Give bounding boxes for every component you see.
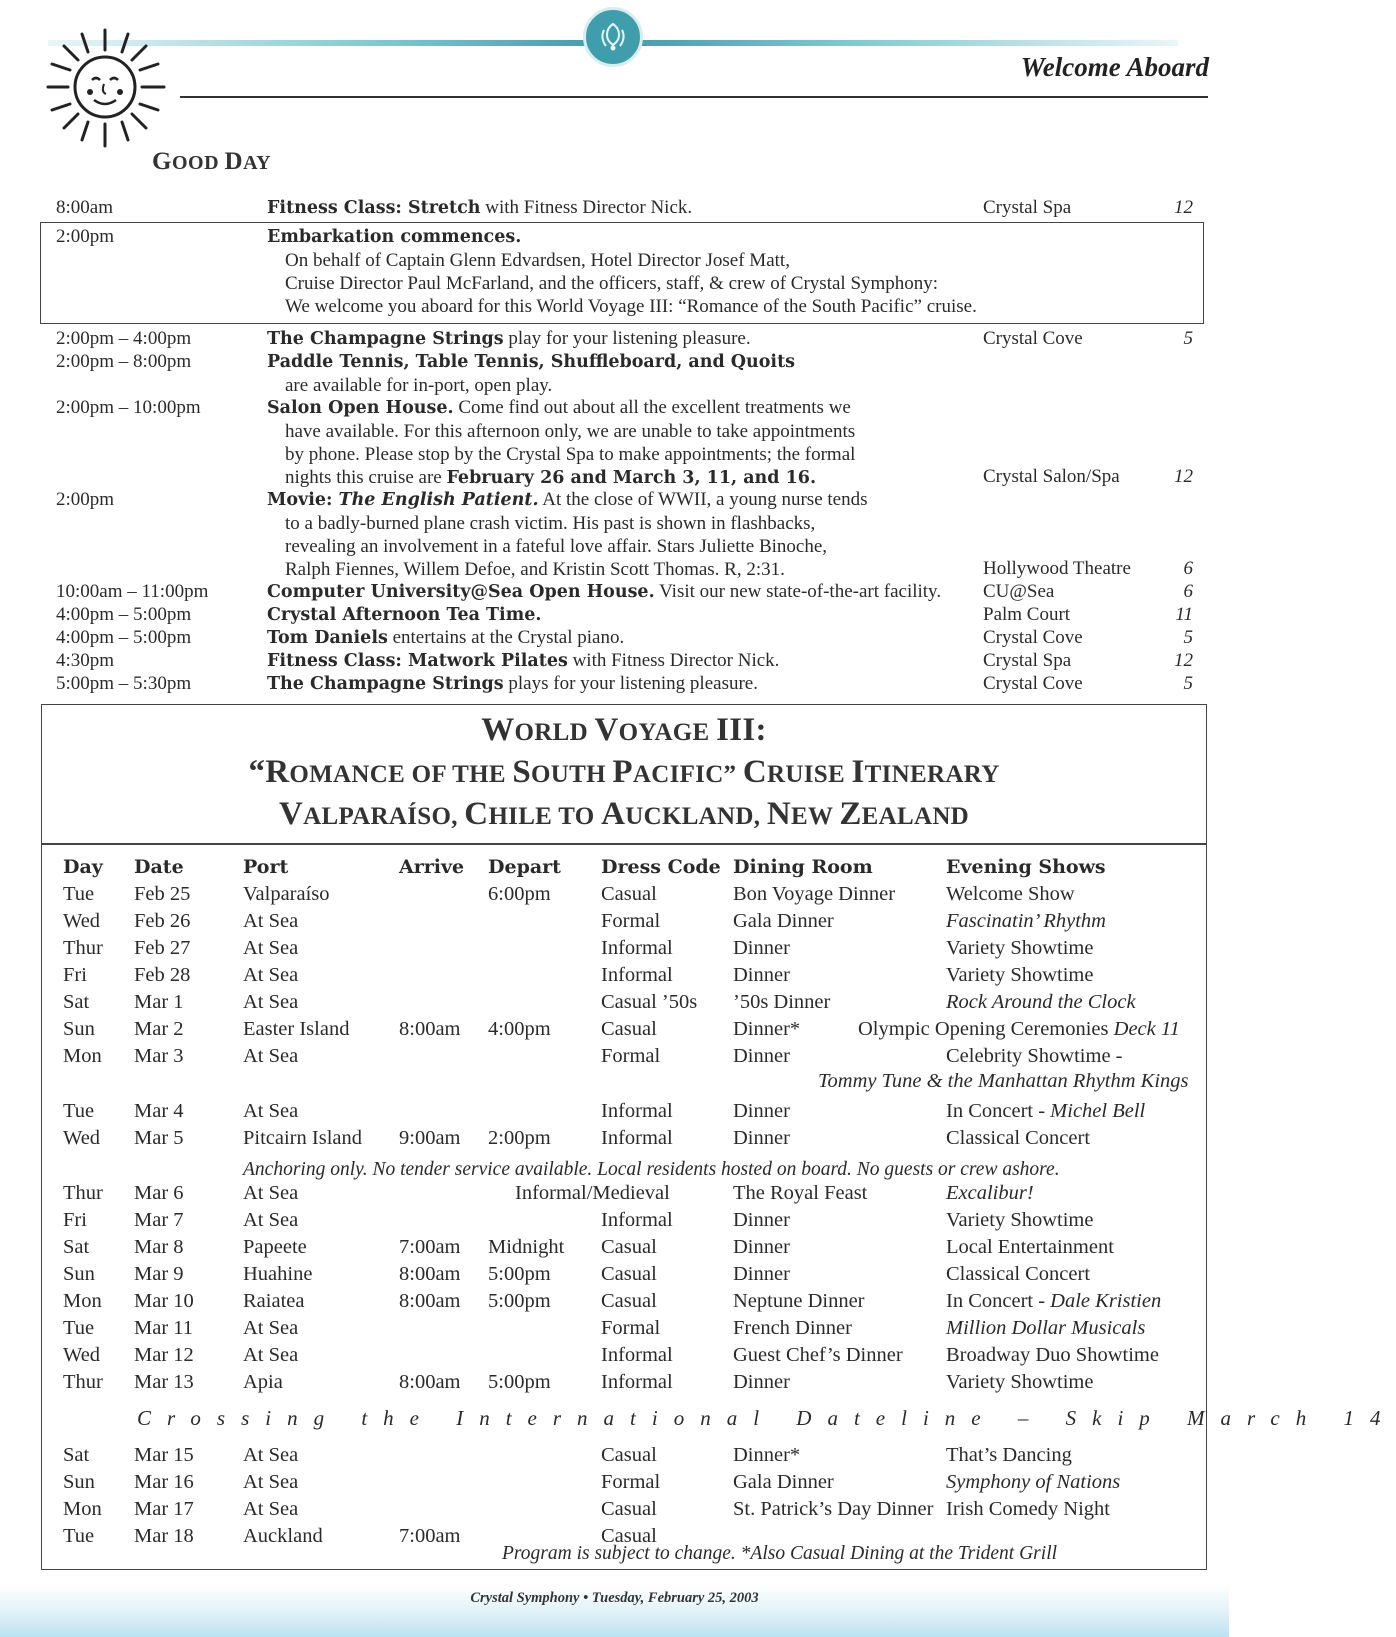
cell-date: Mar 7 bbox=[134, 1209, 184, 1231]
cell-port: At Sea bbox=[243, 1344, 299, 1366]
col-header-depart: Depart bbox=[488, 856, 561, 878]
cell-dress-code: Informal bbox=[601, 1127, 673, 1149]
cell-depart: 5:00pm bbox=[488, 1263, 551, 1285]
sun-icon bbox=[40, 22, 170, 152]
event-description: Embarkation commences. On behalf of Captain Glenn Edvardsen, Hotel Director Josef Matt, Cruise Director Paul McFarland, and the officers, staff, & crew of Crystal Symphony: We welcome you aboard for this World Voyage III: “Romance of the South Pacific” cruise. bbox=[267, 227, 977, 317]
event-location: Palm Court bbox=[983, 604, 1071, 625]
cell-evening-show: Broadway Duo Showtime bbox=[946, 1344, 1159, 1366]
cell-port: At Sea bbox=[243, 1100, 299, 1122]
cell-dress-code: Casual bbox=[601, 1263, 657, 1285]
cell-evening-show: Variety Showtime bbox=[946, 1371, 1094, 1393]
cell-arrive: 8:00am bbox=[399, 1263, 461, 1285]
cell-day: Sat bbox=[63, 1444, 90, 1466]
cell-day: Sat bbox=[63, 1236, 90, 1258]
cell-port: Raiatea bbox=[243, 1290, 305, 1312]
deck-number: 12 bbox=[1174, 650, 1193, 671]
cell-evening-show: Fascinatin’ Rhythm bbox=[946, 910, 1106, 932]
event-description: The Champagne Strings plays for your listening pleasure. bbox=[267, 673, 758, 694]
cell-evening-show: Rock Around the Clock bbox=[946, 991, 1136, 1013]
event-location: Crystal Cove bbox=[983, 627, 1083, 648]
cell-day: Thur bbox=[63, 1371, 103, 1393]
cell-arrive: 9:00am bbox=[399, 1127, 461, 1149]
footer-text: Crystal Symphony • Tuesday, February 25, 2003 bbox=[470, 1590, 759, 1606]
cell-port: Papeete bbox=[243, 1236, 307, 1258]
col-header-day: Day bbox=[63, 856, 103, 878]
cell-date: Mar 10 bbox=[134, 1290, 194, 1312]
event-description: Salon Open House. Come find out about all the excellent treatments we have available. For this afternoon only, we are unable to take appointments by phone. Please stop by the Crystal Spa to make appointments; the formal nights this cruise are February 26 and March 3, 11, and 16. bbox=[267, 397, 856, 488]
cell-dining-room: Neptune Dinner bbox=[733, 1290, 865, 1312]
cell-port: At Sea bbox=[243, 910, 299, 932]
cell-port: At Sea bbox=[243, 1317, 299, 1339]
cell-dress-code: Casual bbox=[601, 1444, 657, 1466]
cell-day: Tue bbox=[63, 883, 95, 905]
cell-day: Sun bbox=[63, 1263, 95, 1285]
event-time: 2:00pm bbox=[56, 489, 115, 510]
event-location: CU@Sea bbox=[983, 581, 1055, 602]
cell-date: Mar 18 bbox=[134, 1525, 194, 1547]
cell-evening-show: Variety Showtime bbox=[946, 964, 1094, 986]
event-time: 2:00pm – 4:00pm bbox=[56, 328, 192, 349]
event-time: 4:00pm – 5:00pm bbox=[56, 604, 192, 625]
cell-evening-show: Excalibur! bbox=[946, 1182, 1034, 1204]
cell-depart: 6:00pm bbox=[488, 883, 551, 905]
cell-dress-code: Casual bbox=[601, 1236, 657, 1258]
cell-dining-room: Dinner bbox=[733, 1371, 790, 1393]
itinerary-title-line-2: “ROMANCE OF THE SOUTH PACIFIC” CRUISE ITINERARY bbox=[248, 754, 1000, 790]
cell-day: Fri bbox=[63, 964, 87, 986]
event-location: Crystal Cove bbox=[983, 673, 1083, 694]
cell-dress-code: Formal bbox=[601, 910, 661, 932]
cell-depart: 4:00pm bbox=[488, 1018, 551, 1040]
cell-date: Mar 17 bbox=[134, 1498, 194, 1520]
cell-date: Feb 28 bbox=[134, 964, 191, 986]
cell-date: Mar 4 bbox=[134, 1100, 184, 1122]
event-location: Crystal Cove bbox=[983, 328, 1083, 349]
page-title: Welcome Aboard bbox=[1020, 52, 1209, 82]
cell-arrive: 8:00am bbox=[399, 1018, 461, 1040]
event-description: The Champagne Strings play for your listening pleasure. bbox=[267, 328, 751, 349]
event-time: 4:30pm bbox=[56, 650, 115, 671]
cell-evening-show: Variety Showtime bbox=[946, 1209, 1094, 1231]
cell-port: Easter Island bbox=[243, 1018, 350, 1040]
cell-date: Mar 5 bbox=[134, 1127, 184, 1149]
cell-evening-show: Celebrity Showtime - bbox=[946, 1045, 1123, 1067]
cell-date: Mar 1 bbox=[134, 991, 184, 1013]
cell-date: Feb 27 bbox=[134, 937, 191, 959]
cell-dining-room: French Dinner bbox=[733, 1317, 852, 1339]
cell-day: Mon bbox=[63, 1045, 102, 1067]
cell-date: Feb 26 bbox=[134, 910, 191, 932]
event-location: Hollywood Theatre bbox=[983, 558, 1131, 579]
section-heading-good-day: GOOD DAY bbox=[152, 148, 272, 175]
show-title: In Concert - bbox=[946, 1290, 1051, 1312]
cell-day: Wed bbox=[63, 910, 101, 932]
cell-dining-room: Dinner* bbox=[733, 1444, 801, 1466]
cell-port: Auckland bbox=[243, 1525, 323, 1547]
show-title: Olympic Opening Ceremonies bbox=[858, 1018, 1114, 1040]
pitcairn-note: Anchoring only. No tender service available. Local residents hosted on board. No guests or crew ashore. bbox=[243, 1159, 1060, 1180]
cell-dress-code: Casual bbox=[601, 883, 657, 905]
cell-day: Fri bbox=[63, 1209, 87, 1231]
cell-dining-room: Dinner bbox=[733, 937, 790, 959]
cell-port: Valparaíso bbox=[243, 883, 330, 905]
cell-dining-room: Dinner bbox=[733, 1127, 790, 1149]
event-location: Crystal Spa bbox=[983, 197, 1072, 218]
cell-dining-room: Dinner bbox=[733, 1263, 790, 1285]
cell-dining-room: St. Patrick’s Day Dinner bbox=[733, 1498, 934, 1520]
cell-arrive: 7:00am bbox=[399, 1236, 461, 1258]
cell-dress-code: Formal bbox=[601, 1471, 661, 1493]
cell-port: At Sea bbox=[243, 991, 299, 1013]
cell-arrive: 8:00am bbox=[399, 1371, 461, 1393]
col-header-dress-code: Dress Code bbox=[601, 856, 721, 878]
cell-port: Pitcairn Island bbox=[243, 1127, 362, 1149]
cell-evening-show: Variety Showtime bbox=[946, 937, 1094, 959]
cell-dining-room: Gala Dinner bbox=[733, 910, 834, 932]
seahorse-medallion-logo bbox=[583, 7, 643, 67]
show-title: In Concert - bbox=[946, 1100, 1051, 1122]
cell-depart: 2:00pm bbox=[488, 1127, 551, 1149]
deck-number: 11 bbox=[1175, 604, 1193, 625]
cell-day: Sun bbox=[63, 1018, 95, 1040]
event-description: Computer University@Sea Open House. Visit our new state-of-the-art facility. bbox=[267, 581, 942, 602]
deck-number: 5 bbox=[1183, 673, 1193, 694]
col-header-port: Port bbox=[243, 856, 289, 878]
cell-dining-room: Bon Voyage Dinner bbox=[733, 883, 896, 905]
cell-evening-show: Classical Concert bbox=[946, 1127, 1091, 1149]
cell-port: At Sea bbox=[243, 964, 299, 986]
cell-evening-show bbox=[946, 1098, 1145, 1124]
cell-date: Mar 2 bbox=[134, 1018, 184, 1040]
cell-day: Sun bbox=[63, 1471, 95, 1493]
cell-day: Wed bbox=[63, 1344, 101, 1366]
event-description: Movie: The English Patient. At the close of WWII, a young nurse tends to a badly-burned plane crash victim. His past is shown in flashbacks, revealing an involvement in a fateful love affair. Stars Juliette Binoche, Ralph Fiennes, Willem Defoe, and Kristin Scott Thomas. R, 2:31. bbox=[267, 489, 868, 580]
cell-dining-room: Guest Chef’s Dinner bbox=[733, 1344, 903, 1366]
cell-day: Mon bbox=[63, 1290, 102, 1312]
itinerary-title-divider bbox=[41, 843, 1207, 845]
event-description: Fitness Class: Stretch with Fitness Director Nick. bbox=[267, 197, 693, 218]
event-time: 4:00pm – 5:00pm bbox=[56, 627, 192, 648]
cell-date: Mar 13 bbox=[134, 1371, 194, 1393]
cell-port: At Sea bbox=[243, 1045, 299, 1067]
cell-date: Mar 16 bbox=[134, 1471, 194, 1493]
deck-number: 5 bbox=[1183, 328, 1193, 349]
event-description: Crystal Afternoon Tea Time. bbox=[267, 605, 542, 625]
cell-evening-show: Million Dollar Musicals bbox=[946, 1317, 1146, 1339]
cell-arrive: 7:00am bbox=[399, 1525, 461, 1547]
dateline-note: Crossing the International Dateline – Skip March 14 bbox=[137, 1406, 1396, 1430]
event-location: Crystal Salon/Spa bbox=[983, 466, 1120, 487]
cell-dining-room: Dinner bbox=[733, 1045, 790, 1067]
cell-evening-show bbox=[858, 1016, 1180, 1042]
cell-dress-code: Informal/Medieval bbox=[515, 1182, 670, 1204]
header-underline bbox=[180, 96, 1208, 98]
cell-day: Tue bbox=[63, 1317, 95, 1339]
event-description: Fitness Class: Matwork Pilates with Fitness Director Nick. bbox=[267, 650, 780, 671]
event-time: 2:00pm bbox=[56, 226, 115, 247]
cell-arrive: 8:00am bbox=[399, 1290, 461, 1312]
cell-depart: 5:00pm bbox=[488, 1290, 551, 1312]
cell-dining-room: Dinner bbox=[733, 1100, 790, 1122]
cell-day: Tue bbox=[63, 1525, 95, 1547]
deck-number: 5 bbox=[1183, 627, 1193, 648]
cell-day: Mon bbox=[63, 1498, 102, 1520]
show-continuation: Tommy Tune & the Manhattan Rhythm Kings bbox=[818, 1070, 1189, 1092]
cell-date: Mar 3 bbox=[134, 1045, 184, 1067]
cell-dress-code: Informal bbox=[601, 937, 673, 959]
col-header-date: Date bbox=[134, 856, 184, 878]
cell-evening-show bbox=[946, 1288, 1161, 1314]
cell-depart: Midnight bbox=[488, 1236, 565, 1258]
cell-date: Mar 15 bbox=[134, 1444, 194, 1466]
cell-day: Sat bbox=[63, 991, 90, 1013]
cell-dining-room: ’50s Dinner bbox=[733, 991, 831, 1013]
itinerary-title-line-3: VALPARAÍSO, CHILE TO AUCKLAND, NEW ZEALAND bbox=[278, 796, 970, 832]
cell-evening-show: Classical Concert bbox=[946, 1263, 1091, 1285]
cell-dress-code: Formal bbox=[601, 1317, 661, 1339]
event-time: 8:00am bbox=[56, 197, 113, 218]
cell-date: Mar 9 bbox=[134, 1263, 184, 1285]
itinerary-title-line-1: WORLD VOYAGE III: bbox=[481, 712, 767, 748]
deck-number: 12 bbox=[1174, 197, 1193, 218]
cell-dining-room: Gala Dinner bbox=[733, 1471, 834, 1493]
deck-number: 6 bbox=[1183, 558, 1193, 579]
cell-dress-code: Casual bbox=[601, 1525, 657, 1547]
event-location: Crystal Spa bbox=[983, 650, 1072, 671]
cell-evening-show: Local Entertainment bbox=[946, 1236, 1114, 1258]
cell-dining-room: Dinner bbox=[733, 1209, 790, 1231]
cell-port: At Sea bbox=[243, 1209, 299, 1231]
cell-day: Thur bbox=[63, 937, 103, 959]
event-time: 10:00am – 11:00pm bbox=[56, 581, 209, 602]
show-performer: Michel Bell bbox=[1050, 1100, 1146, 1122]
cell-dress-code: Informal bbox=[601, 1209, 673, 1231]
deck-number: 6 bbox=[1183, 581, 1193, 602]
cell-evening-show: Symphony of Nations bbox=[946, 1471, 1121, 1493]
cell-dress-code: Casual ’50s bbox=[601, 991, 698, 1013]
cell-port: Huahine bbox=[243, 1263, 313, 1285]
event-description: Tom Daniels entertains at the Crystal piano. bbox=[267, 627, 625, 648]
cell-depart: 5:00pm bbox=[488, 1371, 551, 1393]
cell-dress-code: Casual bbox=[601, 1018, 657, 1040]
col-header-evening-shows: Evening Shows bbox=[946, 856, 1106, 878]
event-time: 2:00pm – 10:00pm bbox=[56, 397, 201, 418]
event-description: Paddle Tennis, Table Tennis, Shuffleboard, and Quoits are available for in-port, open play. bbox=[267, 352, 795, 396]
cell-dining-room: Dinner* bbox=[733, 1018, 801, 1040]
cell-port: At Sea bbox=[243, 1471, 299, 1493]
cell-dress-code: Formal bbox=[601, 1045, 661, 1067]
cell-evening-show: Welcome Show bbox=[946, 883, 1075, 905]
cell-dress-code: Informal bbox=[601, 1371, 673, 1393]
cell-date: Mar 11 bbox=[134, 1317, 194, 1339]
cell-dining-room: Dinner bbox=[733, 964, 790, 986]
cell-day: Wed bbox=[63, 1127, 101, 1149]
cell-port: Apia bbox=[243, 1371, 283, 1393]
cell-dress-code: Informal bbox=[601, 1100, 673, 1122]
cell-dining-room: The Royal Feast bbox=[733, 1182, 868, 1204]
cell-evening-show: Irish Comedy Night bbox=[946, 1498, 1110, 1520]
cell-dress-code: Casual bbox=[601, 1290, 657, 1312]
cell-dining-room: Dinner bbox=[733, 1236, 790, 1258]
cell-date: Mar 12 bbox=[134, 1344, 194, 1366]
cell-date: Mar 8 bbox=[134, 1236, 184, 1258]
event-time: 5:00pm – 5:30pm bbox=[56, 673, 192, 694]
cell-dress-code: Informal bbox=[601, 1344, 673, 1366]
cell-port: At Sea bbox=[243, 1498, 299, 1520]
cell-dress-code: Informal bbox=[601, 964, 673, 986]
col-header-arrive: Arrive bbox=[399, 856, 465, 878]
cell-port: At Sea bbox=[243, 1182, 299, 1204]
event-time: 2:00pm – 8:00pm bbox=[56, 351, 192, 372]
col-header-dining-room: Dining Room bbox=[733, 856, 873, 878]
cell-port: At Sea bbox=[243, 1444, 299, 1466]
show-performer: Dale Kristien bbox=[1050, 1290, 1162, 1312]
program-footnote: Program is subject to change. *Also Casual Dining at the Trident Grill bbox=[502, 1543, 1058, 1564]
show-performer: Deck 11 bbox=[1113, 1018, 1180, 1040]
cell-date: Mar 6 bbox=[134, 1182, 184, 1204]
cell-port: At Sea bbox=[243, 937, 299, 959]
cell-evening-show: That’s Dancing bbox=[946, 1444, 1072, 1466]
cell-day: Thur bbox=[63, 1182, 103, 1204]
cell-date: Feb 25 bbox=[134, 883, 191, 905]
cell-dress-code: Casual bbox=[601, 1498, 657, 1520]
cell-day: Tue bbox=[63, 1100, 95, 1122]
deck-number: 12 bbox=[1174, 466, 1193, 487]
